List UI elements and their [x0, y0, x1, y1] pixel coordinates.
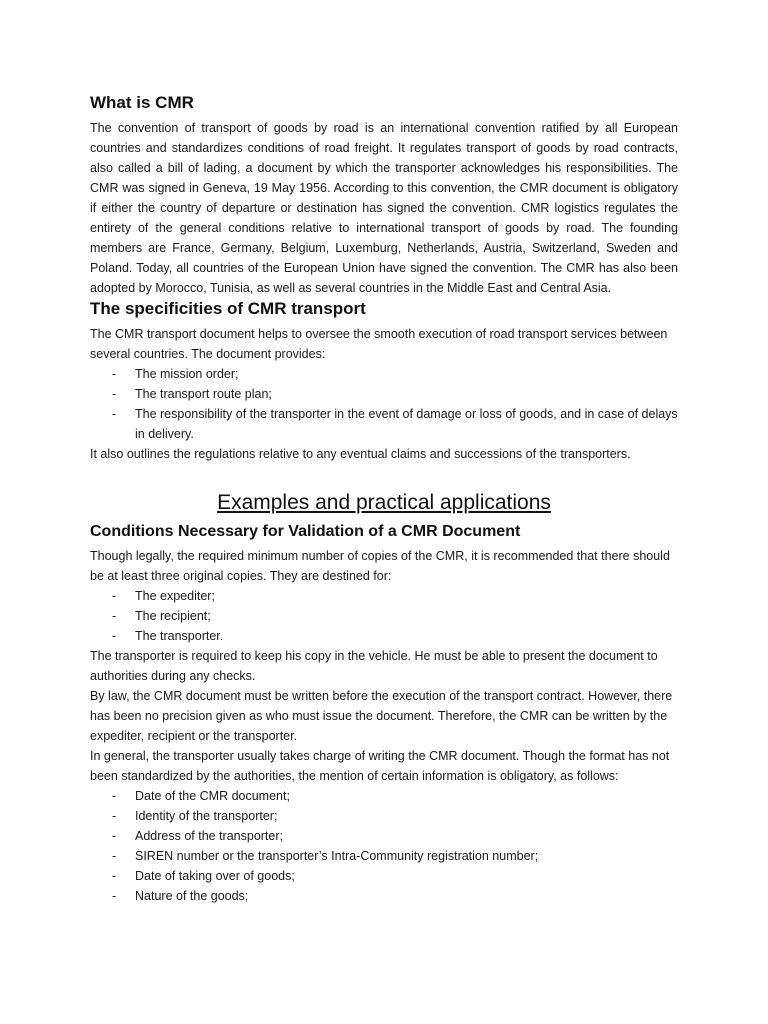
list-item [90, 626, 678, 646]
copies-list [90, 586, 678, 646]
dash-bullet: - [112, 789, 117, 803]
document-page [90, 92, 678, 906]
list-item-text: Date of taking over of goods; [135, 869, 295, 883]
specificities-outro: It also outlines the regulations relative to any eventual claims and successions of the transporters. [90, 447, 631, 461]
list-item [90, 364, 678, 384]
list-item-text: The recipient; [135, 609, 211, 623]
list-item [90, 586, 678, 606]
list-item-text: Address of the transporter; [135, 829, 283, 843]
dash-bullet: - [112, 849, 117, 863]
writing-cmr-paragraph: In general, the transporter usually takes charge of writing the CMR document. Though the format has not been standardized by the authorities, the mention of certain information is obligatory, as follows: [90, 749, 670, 783]
dash-bullet: - [112, 629, 117, 643]
dash-bullet: - [112, 609, 117, 623]
validation-subheading: Conditions Necessary for Validation of a CMR Document [90, 523, 521, 540]
section-heading-specificities: The specificities of CMR transport [90, 299, 366, 318]
list-item [90, 826, 678, 846]
list-item [90, 404, 678, 444]
list-item [90, 886, 678, 906]
list-item [90, 384, 678, 404]
list-item-text: The transport route plan; [135, 387, 272, 401]
list-item [90, 786, 678, 806]
list-item-text: Date of the CMR document; [135, 789, 290, 803]
section-heading-what-is-cmr: What is CMR [90, 93, 194, 112]
list-item-text: SIREN number or the transporter’s Intra-Community registration number; [135, 849, 539, 863]
dash-bullet: - [112, 809, 117, 823]
dash-bullet: - [112, 367, 117, 381]
validation-intro: Though legally, the required minimum number of copies of the CMR, it is recommended that there should be at least three original copies. They are destined for: [90, 549, 670, 583]
vehicle-copy-paragraph: The transporter is required to keep his copy in the vehicle. He must be able to present the document to authorities during any checks. [90, 649, 658, 683]
list-item [90, 806, 678, 826]
dash-bullet: - [112, 589, 117, 603]
list-item [90, 866, 678, 886]
obligatory-info-list [90, 786, 678, 906]
examples-title: Examples and practical applications [217, 491, 551, 514]
list-item-text: Nature of the goods; [135, 889, 249, 903]
dash-bullet: - [112, 407, 117, 421]
list-item-text: Identity of the transporter; [135, 809, 278, 823]
dash-bullet: - [112, 829, 117, 843]
list-item-text: The transporter. [135, 629, 224, 643]
list-item-text: The expediter; [135, 589, 215, 603]
list-item-text: The responsibility of the transporter in the event of damage or loss of goods, and in case of delays in delivery. [135, 407, 678, 441]
by-law-paragraph: By law, the CMR document must be written before the execution of the transport contract. However, there has been no precision given as who must issue the document. Therefore, the CMR can be written by the expediter, recipient or the transporter. [90, 689, 673, 743]
what-is-cmr-paragraph: The convention of transport of goods by road is an international convention ratified by all European countries and standardizes conditions of road freight. It regulates transport of goods by road contracts, also called a bill of lading, a document by which the transporter acknowledges his responsibilities. The CMR was signed in Geneva, 19 May 1956. According to this convention, the CMR document is obligatory if either the country of departure or destination has signed the convention. CMR logistics regulates the entirety of the general conditions relative to international transport of goods by road. The founding members are France, Germany, Belgium, Luxemburg, Netherlands, Austria, Switzerland, Sweden and Poland. Today, all countries of the European Union have signed the convention. The CMR has also been adopted by Morocco, Tunisia, as well as several countries in the Middle East and Central Asia. [90, 121, 678, 295]
dash-bullet: - [112, 387, 117, 401]
list-item-text: The mission order; [135, 367, 239, 381]
list-item [90, 846, 678, 866]
list-item [90, 606, 678, 626]
dash-bullet: - [112, 869, 117, 883]
specificities-intro: The CMR transport document helps to oversee the smooth execution of road transport services between several countries. The document provides: [90, 327, 668, 361]
provides-list [90, 364, 678, 444]
dash-bullet: - [112, 889, 117, 903]
